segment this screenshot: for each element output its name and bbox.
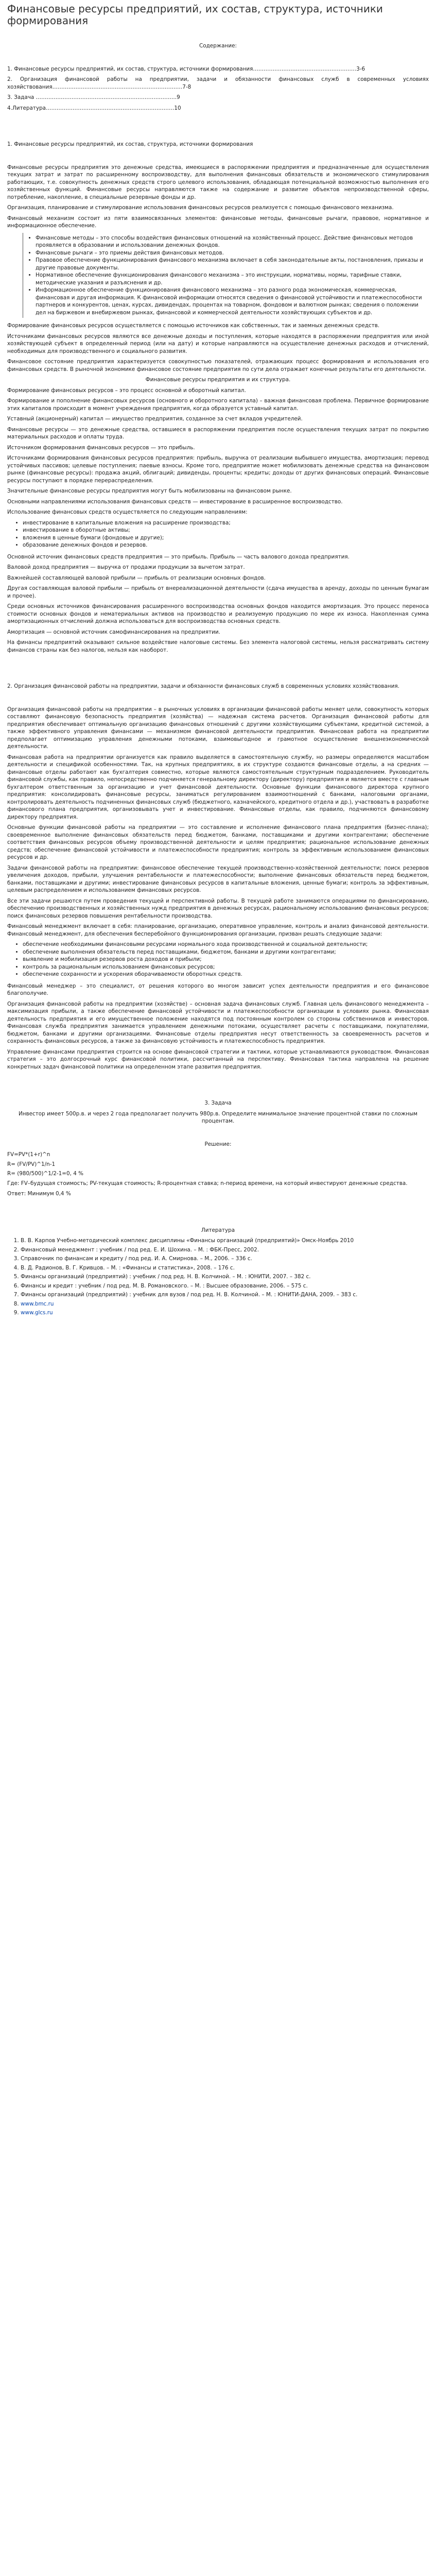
- section2-paragraph: Основные функции финансовой работы на предприятии — это составление и исполнение финансового плана предприятия (бизнес-плана); своевременное выполнение финансовых обязательств перед бюджетом, банками, поставщиками и другими контрагентами; обеспечение соответствия финансовых ресурсов объему производственной деятельности и целям предприятия; рациональное использование денежных средств; обеспечение финансовой устойчивости и платежеспособности предприятия; контроль за эффективным использованием финансовых ресурсов и др.: [7, 824, 429, 860]
- section1-paragraph: Источником формирования финансовых ресурсов — это прибыль.: [7, 444, 195, 451]
- spacer: [7, 1128, 429, 1141]
- list-item: • инвестирование в капитальные вложения на расширение производства;: [23, 519, 429, 527]
- list-item: • Финансовые методы – это способы воздействия финансовых отношений на хозяйственный процесс. Действие финансовых методов проявляется в образовании и использовании денежных фондов.: [36, 234, 425, 249]
- section1-paragraph: Основными направлениями использования финансовых средств — инвестирование в расширенное воспроизводство.: [7, 498, 343, 505]
- section2-paragraph: Финансовый менеджер – это специалист, от решения которого во многом зависит успех деятельности предприятия и его финансовое благополучие.: [7, 982, 429, 996]
- list-item: • Правовое обеспечение функционирования финансового механизма включает в себя законодательные акты, постановления, приказы и другие правовые документы.: [36, 257, 425, 272]
- section1-paragraph: Финансовые ресурсы предприятия это денежные средства, имеющиеся в распоряжении предприятия и предназначенные для осуществления текущих затрат и затрат по расширенному воспроизводству, для выполнения финансовых обязательств и экономического стимулирования работающих, т.е. совокупность денежных средств строго целевого использования, обладающая потенциальной возможностью выполнения его хозяйственных функций. Финансовые ресурсы направляются также на содержание и развитие объектов непроизводственной сферы, потребление, накопление, в специальные резервные фонды и др.: [7, 164, 429, 200]
- financial-mechanism-list: [23, 233, 429, 318]
- list-item: • Информационное обеспечение функционирования финансового механизма – это разного рода экономическая, коммерческая, финансовая и другая информация. К финансовой информации относятся сведения о финансовой устойчивости и платежеспособности партнеров и конкурентов, ценах, курсах, дивидендах, процентах на товарном, фондовом и валютном рынках; сведения о положении дел на биржевом и внебиржевом рынках, финансовой и коммерческой деятельности хозяйствующих субъектов и др.: [36, 286, 425, 316]
- toc-item-2: 2. Организация финансовой работы на предприятии, задачи и обязанности финансовых служб в современных условиях хозяйствования……………………………………………………………….7-8: [7, 76, 429, 90]
- section1-paragraph: Формирование и пополнение финансовых ресурсов (основного и оборотного капитала) – важная финансовая проблема. Первичное формирование этих капиталов происходит в момент учреждения предприятия, когда образуется уставный капитал.: [7, 398, 429, 412]
- list-item: • образование денежных фондов и резервов.: [23, 541, 429, 549]
- spacer: [7, 657, 429, 683]
- list-item: • Нормативное обеспечение функционирования финансового механизма – это инструкции, нормативы, нормы, тарифные ставки, методические указания и разъяснения и др.: [36, 272, 425, 286]
- section1-paragraph: Важнейшей составляющей валовой прибыли — прибыль от реализации основных фондов.: [7, 574, 266, 581]
- toc-heading: Содержание:: [199, 43, 237, 49]
- spacer: [7, 115, 429, 141]
- formula-legend: Где: FV–будущая стоимость; PV-текущая стоимость; R-процентная ставка; n-период времени, на который инвестируют денежные средства.: [7, 1180, 408, 1187]
- section1-paragraph: Основной источник финансовых средств предприятия — это прибыль. Прибыль — часть валового дохода предприятия.: [7, 553, 350, 560]
- task-statement: Инвестор имеет 500р.в. и через 2 года предполагает получить 980р.в. Определите минимальное значение процентной ставки по сложным процентам.: [18, 1110, 418, 1124]
- reference-item: 1. В. В. Карпов Учебно-методический комплекс дисциплины «Финансы организаций (предприятий)» Омск-Ноябрь 2010: [21, 1237, 429, 1245]
- spacer: [7, 1074, 429, 1099]
- reference-item: 3. Справочник по финансам и кредиту / под ред. И. А. Смирнова. – М., 2006. – 336 с.: [21, 1255, 429, 1263]
- section2-paragraph: Организация финансовой работы на предприятии (хозяйстве) – основная задача финансовых служб. Главная цель финансового менеджмента – максимизация прибыли, а также обеспечение финансовой устойчивости и платежеспособности организации в условиях рынка. Финансовая деятельность предприятия и его имущественное положение находятся под постоянным контролем со стороны собственников и инвесторов. Финансовая служба предприятия занимается управлением денежными потоками, осуществляет расчеты с поставщиками, покупателями, бюджетом, банками и другими организациями. Финансовые отделы предприятия несут ответственность за своевременность расчетов и сохранность финансовых ресурсов, а также за финансовую устойчивость и платежеспособность предприятия.: [7, 1001, 429, 1044]
- section1-paragraph: Финансовый механизм состоит из пяти взаимосвязанных элементов: финансовые методы, финансовые рычаги, правовое, нормативное и информационное обеспечение.: [7, 215, 429, 229]
- reference-item: 6. Финансы и кредит : учебник / под ред. М. В. Романовского. – М. : Высшее образование, 2006. – 575 с.: [21, 1282, 429, 1290]
- spacer: [7, 1201, 429, 1227]
- section2-paragraph: Финансовый менеджмент включает в себя: планирование, организацию, оперативное управление, контроль и анализ финансовой деятельности. Финансовый менеджмент, для обеспечения бесперебойного функционирования организации, призван решать следующие задачи:: [7, 923, 429, 937]
- section2-paragraph: Задачи финансовой работы на предприятии: финансовое обеспечение текущей производственно-хозяйственной деятельности; поиск резервов увеличения доходов, прибыли, улучшения рентабельности и платежеспособности; выполнение финансовых обязательств перед бюджетом, банками, поставщиками и другими; инвестирование финансовых ресурсов в капитальные вложения, ценные бумаги; контроль за эффективным, целевым распределением и использованием финансовых ресурсов.: [7, 865, 429, 893]
- section1-paragraph: Формирование финансовых ресурсов – это процесс основной и оборотный капитал.: [7, 387, 246, 394]
- section1-paragraph: Источниками финансовых ресурсов являются все денежные доходы и поступления, которые находятся в распоряжении предприятия или иной хозяйствующей субъект в определенный период (или на дату) и которые направляются на осуществление денежных расходов и отчислений, необходимых для производственного и социального развития.: [7, 333, 429, 354]
- solution-label: Решение:: [204, 1141, 232, 1147]
- reference-item: [21, 1309, 429, 1317]
- list-item: • обеспечение необходимыми финансовыми ресурсами нормального хода производственной и социальной деятельности;: [23, 941, 429, 948]
- section1-paragraph: Среди основных источников финансирования расширенного воспроизводства основных фондов находится амортизация. Это процесс переноса стоимости основных фондов и нематериальных активов на производство и реализуемую продукцию по мере их износа. Накопленная сумма амортизационных отчислений должна использоваться для воспроизводства основных средств.: [7, 603, 429, 624]
- section1-subheading: Финансовые ресурсы предприятия и их структура.: [145, 377, 291, 383]
- spacer: [7, 693, 429, 706]
- formula-result: R= (980/500)^1/2-1=0, 4 %: [7, 1171, 84, 1177]
- finance-tasks-list: [7, 941, 429, 978]
- section1-paragraph: Амортизация — основной источник самофинансирования на предприятии.: [7, 629, 220, 635]
- section2-paragraph: Все эти задачи решаются путем проведения текущей и перспективной работы. В текущей работе занимаются операциями по финансированию, обеспечению производственных и хозяйственных нужд предприятия в денежных ресурсах, рациональному использованию финансовых ресурсов; поиск финансовых резервов повышения рентабельности производства.: [7, 897, 429, 919]
- section1-paragraph: На финансы предприятий оказывают сильное воздействие налоговые системы. Без элемента налоговой системы, нельзя рассматривать систему финансов страны как без налогов, нельзя как наоборот.: [7, 639, 429, 653]
- section1-paragraph: Организация, планирование и стимулирование использования финансовых ресурсов реализуется с помощью финансового механизма.: [7, 205, 394, 211]
- formula-fv: FV=PV*(1+r)^n: [7, 1151, 50, 1158]
- reference-item: 4. В. Д. Радионов, В. Г. Кривцов. – М. : «Финансы и статистика», 2008. – 176 с.: [21, 1264, 429, 1272]
- section3-heading: 3. Задача: [204, 1100, 232, 1106]
- section2-paragraph: Управление финансами предприятия строится на основе финансовой стратегии и тактики, которые устанавливаются руководством. Финансовая стратегия – это долгосрочный курс финансовой политики, рассчитанный на перспективу. Финансовая тактика направлена на решение конкретных задач финансовой политики на определенном этапе развития предприятия.: [7, 1048, 429, 1070]
- list-item: • обеспечение сохранности и ускорения оборачиваемости оборотных средств.: [23, 971, 429, 978]
- references-list: [7, 1237, 429, 1317]
- references-heading: Литература: [201, 1227, 235, 1233]
- funds-usage-list: [7, 519, 429, 549]
- reference-item: 7. Финансы организаций (предприятий) : учебник для вузов / под ред. Н. В. Колчиной. – М. : ЮНИТИ-ДАНА, 2009. – 383 с.: [21, 1291, 429, 1299]
- toc-item-1: 1. Финансовые ресурсы предприятий, их состав, структура, источники формирования………………………………………………….3-6: [7, 65, 365, 72]
- list-item: • обеспечение выполнения обязательств перед поставщиками, бюджетом, банками и другими контрагентами;: [23, 948, 429, 956]
- list-item: • Финансовые рычаги – это приемы действия финансовых методов.: [36, 249, 425, 257]
- section1-paragraph: Формирование финансовых ресурсов осуществляется с помощью источников как собственных, так и заемных денежных средств.: [7, 323, 380, 329]
- section2-paragraph: Организация финансовой работы на предприятии – в рыночных условиях в организации финансовой работы меняет цели, совокупность которых составляют финансовую безопасность предприятия (хозяйства) — надежная система расчетов. Организация финансовой работы для предприятия обеспечивает оптимальную организацию финансовых отношений с другими хозяйствующими субъектами, кредитной системой, а также эффективного управления финансами — механизмом финансовой деятельности предприятия. Финансовая работа на предприятии предполагает оптимизацию управления денежными потоками, взаимовыгодное и грамотное осуществление внешнеэкономической деятельности.: [7, 706, 429, 750]
- section1-heading: 1. Финансовые ресурсы предприятий, их состав, структура, источники формирования: [7, 141, 253, 147]
- section2-paragraph: Финансовая работа на предприятии организуется как правило выделяется в самостоятельную службу, но размеры определяются масштабом деятельности и спецификой особенностями. Так, на крупных предприятиях, в их структуре создаются финансовые отделы, а на средних — финансовые отделы работают как бухгалтерия совместно, которые являются самостоятельным структурным подразделением. Руководитель финансовой службы, как правило, непосредственно подчиняется генеральному директору (директору) предприятия и является вместе с главным бухгалтером ответственным за организацию и учет финансовой деятельности. Основные функции финансового директора крупного предприятия: консолидировать финансовые ресурсы, заниматься регулированием взаимоотношений с банками, налоговыми органами, контролировать деятельность подчиненных финансовых служб (бюджетного, казначейского, кредитного отдела и др.), участвовать в разработке финансового плана предприятия, организовывать учет и инвестирование. Финансовые отделы, как правило, подчиняются финансовому директору предприятия.: [7, 754, 429, 820]
- section1-paragraph: Уставный (акционерный) капитал — имущество предприятия, созданное за счет вкладов учредителей.: [7, 416, 303, 422]
- reference-link[interactable]: www.bmc.ru: [21, 1300, 54, 1307]
- spacer: [7, 151, 429, 164]
- list-item: • инвестирование в оборотные активы;: [23, 527, 429, 534]
- spacer: [7, 30, 429, 42]
- reference-item: 5. Финансы организаций (предприятий) : учебник / под ред. Н. В. Колчиной. – М. : ЮНИТИ, 2007. – 382 с.: [21, 1273, 429, 1281]
- section1-paragraph: Другая составляющая валовой прибыли — прибыль от внереализационной деятельности (сдача имущества в аренду, доходы по ценным бумагам и прочее).: [7, 585, 429, 599]
- section1-paragraph: Источниками формирования финансовых ресурсов предприятия: прибыль, выручка от реализации выбывшего имущества, амортизация; перевод устойчивых пассивов; целевые поступления; паевые взносы. Кроме того, предприятие может мобилизовать денежные средства на финансовом рынке (финансовые ресурсы): продажа акций, облигаций; дивиденды, проценты; кредиты; доходы от других финансовых операций. Финансовые ресурсы поступают в порядке перераспределения.: [7, 455, 429, 484]
- section1-paragraph: Валовой доход предприятия — выручка от продажи продукции за вычетом затрат.: [7, 564, 245, 570]
- section1-paragraph: Финансовые ресурсы — это денежные средства, оставшиеся в распоряжении предприятия после осуществления текущих затрат по покрытию материальных расходов и оплаты труда.: [7, 426, 429, 440]
- spacer: [7, 53, 429, 65]
- list-item: • контроль за рациональным использованием финансовых ресурсов;: [23, 963, 429, 971]
- list-item: • выявление и мобилизация резервов роста доходов и прибыли;: [23, 956, 429, 963]
- reference-link[interactable]: www.glcs.ru: [21, 1310, 53, 1316]
- section1-paragraph: Финансовое состояние предприятия характеризуется совокупностью показателей, отражающих процесс формирования и использования его финансовых средств. В рыночной экономике финансовое состояние предприятия по сути дела отражает конечные результаты его деятельности.: [7, 359, 429, 372]
- reference-item: [21, 1300, 429, 1308]
- section2-heading: 2. Организация финансовой работы на предприятии, задачи и обязанности финансовых служб в современных условиях хозяйствования.: [7, 683, 399, 689]
- page-title: Финансовые ресурсы предприятий, их состав, структура, источники формирования: [7, 3, 383, 27]
- section1-paragraph: Значительные финансовые ресурсы предприятия могут быть мобилизованы на финансовом рынке.: [7, 488, 292, 494]
- list-item: • вложения в ценные бумаги (фондовые и другие);: [23, 534, 429, 542]
- formula-r: R= (FV/PV)^1/n-1: [7, 1161, 56, 1167]
- reference-item: 2. Финансовый менеджмент : учебник / под ред. Е. И. Шохина. – М. : ФБК-Пресс, 2002.: [21, 1246, 429, 1254]
- toc-item-4: 4.Литература………………………………………………………………10: [7, 105, 181, 111]
- section1-paragraph: Использование финансовых средств осуществляется по следующим направлениям:: [7, 509, 248, 515]
- answer: Ответ: Минимум 0,4 %: [7, 1191, 71, 1197]
- toc-item-3: 3. Задача …………………………………………………………………….9: [7, 94, 180, 100]
